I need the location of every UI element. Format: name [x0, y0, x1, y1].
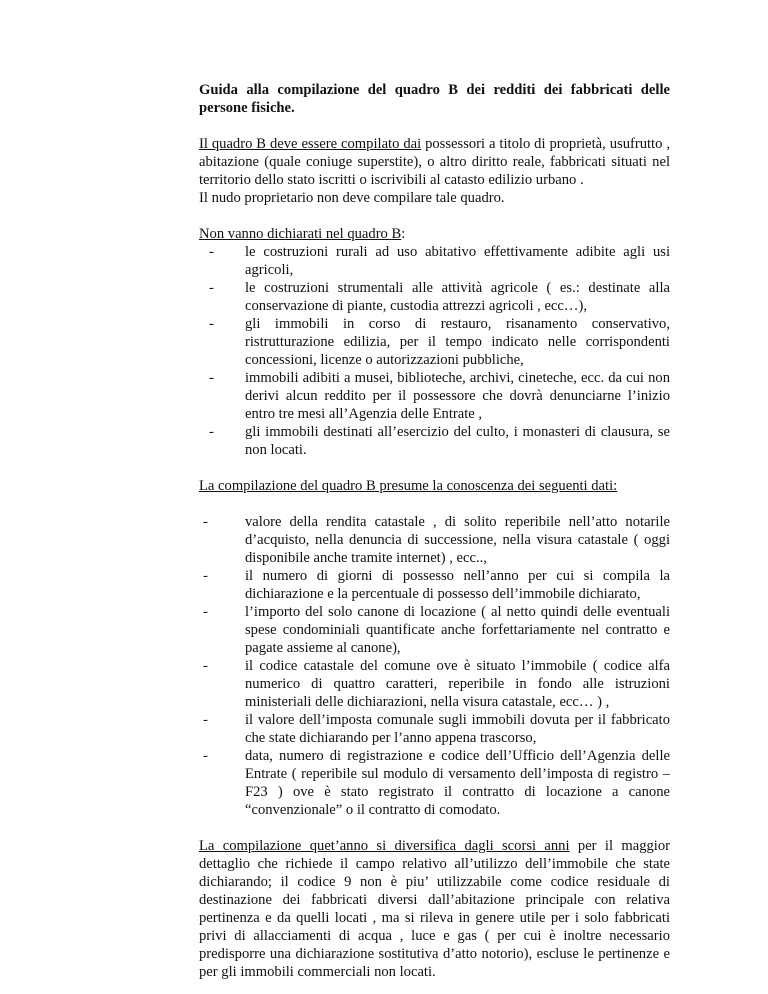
changes-paragraph: [199, 837, 670, 981]
list-item: - il valore dell’imposta comunale sugli immobili dovuta per il fabbricato che state dichiarando per l’anno appena trascorso,: [199, 711, 670, 747]
exclusions-heading-text: Non vanno dichiarati nel quadro B: [199, 226, 402, 242]
list-item: - il numero di giorni di possesso nell’anno per cui si compila la dichiarazione e la percentuale di possesso dell’immobile dichiarato,: [199, 567, 670, 603]
exclusions-heading: [199, 225, 670, 243]
document-title: Guida alla compilazione del quadro B dei redditi dei fabbricati delle persone fisiche.: [199, 82, 670, 116]
list-item: - gli immobili destinati all’esercizio del culto, i monasteri di clausura, se non locati.: [199, 423, 670, 459]
exclusions-list: [199, 243, 670, 459]
requirements-heading: [199, 477, 670, 495]
list-item: - l’importo del solo canone di locazione ( al netto quindi delle eventuali spese condominiali quantificate anche forfettariamente nel contratto e pagate assieme al canone),: [199, 603, 670, 657]
list-item: - le costruzioni strumentali alle attività agricole ( es.: destinate alla conservazione di piante, custodia attrezzi agricoli , ecc…),: [199, 279, 670, 315]
list-item: - valore della rendita catastale , di solito reperibile nell’atto notarile d’acquisto, nella denuncia di successione, nella visura catastale ( oggi disponibile anche tramite internet) , ecc..,: [199, 513, 670, 567]
changes-text: per il maggior dettaglio che richiede il campo relativo all’utilizzo dell’immobile che state dichiarando; il codice 9 non è piu’ utilizzabile come codice residuale di destinazione dei fabbricati diversi dall’abitazione principale con relativa pertinenza e da quelli locati , ma si rileva in genere utile per i solo fabbricati privi di allacciamenti di acqua , luce e gas ( per cui è inoltre necessario predisporre una dichiarazione sostitutiva d’atto notorio), escluse le pertinenze e per gli immobili commerciali non locati.: [199, 838, 670, 980]
intro-underlined-text: Il quadro B deve essere compilato dai: [199, 136, 422, 152]
list-item: - le costruzioni rurali ad uso abitativo effettivamente adibite agli usi agricoli,: [199, 243, 670, 279]
requirements-heading-text: La compilazione del quadro B presume la conoscenza dei seguenti dati:: [199, 478, 618, 494]
list-item: - il codice catastale del comune ove è situato l’immobile ( codice alfa numerico di quattro caratteri, reperibile in fondo alle istruzioni ministeriali delle dichiarazioni, nella visura catastale, ecc… ) ,: [199, 657, 670, 711]
bare-owner-note: Il nudo proprietario non deve compilare tale quadro.: [199, 190, 505, 206]
list-item: - immobili adibiti a musei, biblioteche, archivi, cineteche, ecc. da cui non derivi alcun reddito per il possessore che dovrà denunciarne l’inizio entro tre mesi all’Agenzia delle Entrate ,: [199, 369, 670, 423]
requirements-list: [199, 513, 670, 819]
intro-text: possessori a titolo di proprietà, usufrutto , abitazione (quale coniuge superstite), o altro diritto reale, fabbricati situati nel territorio dello stato iscritti o iscrivibili al catasto edilizio urbano .: [199, 136, 670, 188]
changes-underlined-text: La compilazione quet’anno si diversifica dagli scorsi anni: [199, 838, 570, 854]
document-page: [199, 81, 670, 981]
intro-paragraph: [199, 135, 670, 189]
exclusions-heading-colon: :: [401, 226, 406, 242]
list-item: - data, numero di registrazione e codice dell’Ufficio dell’Agenzia delle Entrate ( reperibile sul modulo di versamento dell’imposta di registro –F23 ) ove è stato registrato il contratto di locazione a canone “convenzionale” o il contratto di comodato.: [199, 747, 670, 819]
list-item: - gli immobili in corso di restauro, risanamento conservativo, ristrutturazione edilizia, per il tempo indicato nelle corrispondenti concessioni, licenze o autorizzazioni pubbliche,: [199, 315, 670, 369]
